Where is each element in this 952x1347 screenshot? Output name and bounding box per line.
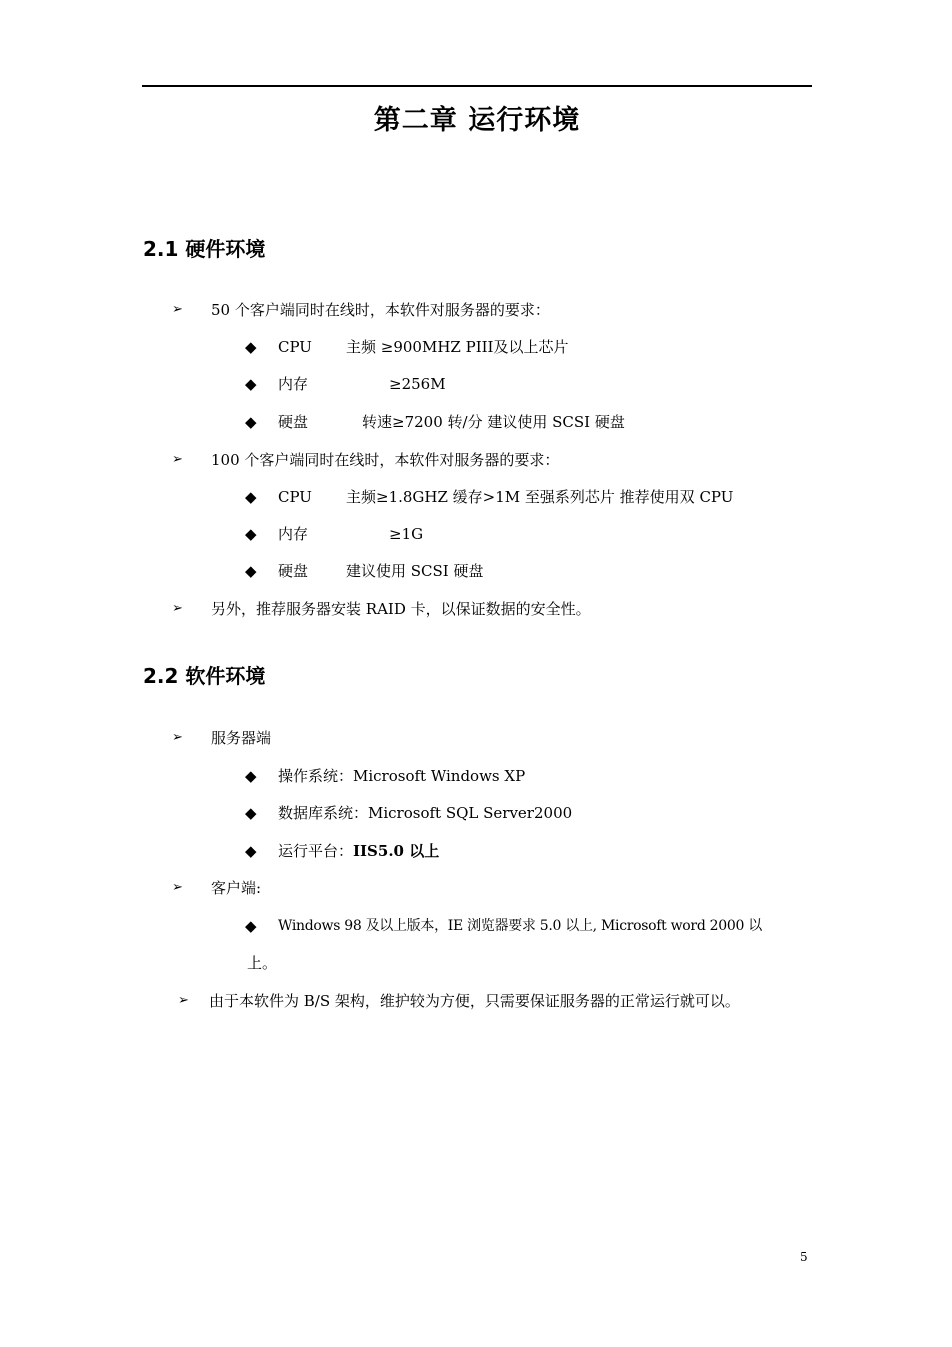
list-item-text: 另外，推荐服务器安装 RAID 卡，以保证数据的安全性。	[211, 600, 591, 618]
section-title-hardware: 2.1 硬件环境	[143, 237, 266, 261]
list-item-text: 客户端:	[211, 879, 262, 897]
list-item-text: 100 个客户端同时在线时，本软件对服务器的要求：	[211, 451, 560, 469]
spec-label: 硬盘	[278, 562, 309, 580]
spec-label: 硬盘	[278, 413, 309, 431]
spec-label: 内存	[278, 375, 309, 393]
list-item-continuation: 上。	[247, 954, 278, 972]
list-item-text: 50 个客户端同时在线时，本软件对服务器的要求：	[211, 301, 550, 319]
diamond-bullet-icon: ◆	[245, 767, 257, 785]
spec-value: ≥256M	[389, 375, 446, 393]
diamond-bullet-icon: ◆	[245, 917, 257, 935]
spec-value: 转速≥7200 转/分 建议使用 SCSI 硬盘	[362, 413, 625, 431]
spec-value: 主频 ≥900MHZ PIII及以上芯片	[346, 338, 569, 356]
platform-prefix: 运行平台：	[278, 842, 354, 860]
arrow-bullet-icon: ➢	[172, 730, 183, 745]
spec-value: ≥1G	[389, 525, 424, 543]
page-number: 5	[800, 1250, 808, 1264]
spec-label: CPU	[278, 488, 312, 506]
arrow-bullet-icon: ➢	[172, 452, 183, 467]
list-item-text: 数据库系统：Microsoft SQL Server2000	[278, 804, 573, 822]
arrow-bullet-icon: ➢	[172, 880, 183, 895]
spec-value: 建议使用 SCSI 硬盘	[346, 562, 484, 580]
diamond-bullet-icon: ◆	[245, 375, 257, 393]
diamond-bullet-icon: ◆	[245, 562, 257, 580]
list-item-text: 由于本软件为 B/S 架构，维护较为方便，只需要保证服务器的正常运行就可以。	[209, 992, 740, 1010]
header-rule	[142, 85, 812, 87]
diamond-bullet-icon: ◆	[245, 842, 257, 860]
chapter-title: 第二章 运行环境	[373, 105, 581, 136]
spec-label: 内存	[278, 525, 309, 543]
list-item-text: Windows 98 及以上版本，IE 浏览器要求 5.0 以上, Microsoft word 2000 以	[278, 918, 762, 934]
diamond-bullet-icon: ◆	[245, 804, 257, 822]
diamond-bullet-icon: ◆	[245, 525, 257, 543]
spec-label: CPU	[278, 338, 312, 356]
list-item-text	[278, 841, 439, 861]
list-item-text: 操作系统：Microsoft Windows XP	[278, 767, 526, 785]
platform-value: IIS5.0 以上	[353, 842, 440, 860]
diamond-bullet-icon: ◆	[245, 413, 257, 431]
arrow-bullet-icon: ➢	[172, 302, 183, 317]
section-title-software: 2.2 软件环境	[143, 664, 266, 688]
diamond-bullet-icon: ◆	[245, 488, 257, 506]
diamond-bullet-icon: ◆	[245, 338, 257, 356]
spec-value: 主频≥1.8GHZ 缓存>1M 至强系列芯片 推荐使用双 CPU	[346, 488, 734, 506]
arrow-bullet-icon: ➢	[178, 993, 189, 1008]
list-item-text: 服务器端	[211, 729, 272, 747]
arrow-bullet-icon: ➢	[172, 601, 183, 616]
